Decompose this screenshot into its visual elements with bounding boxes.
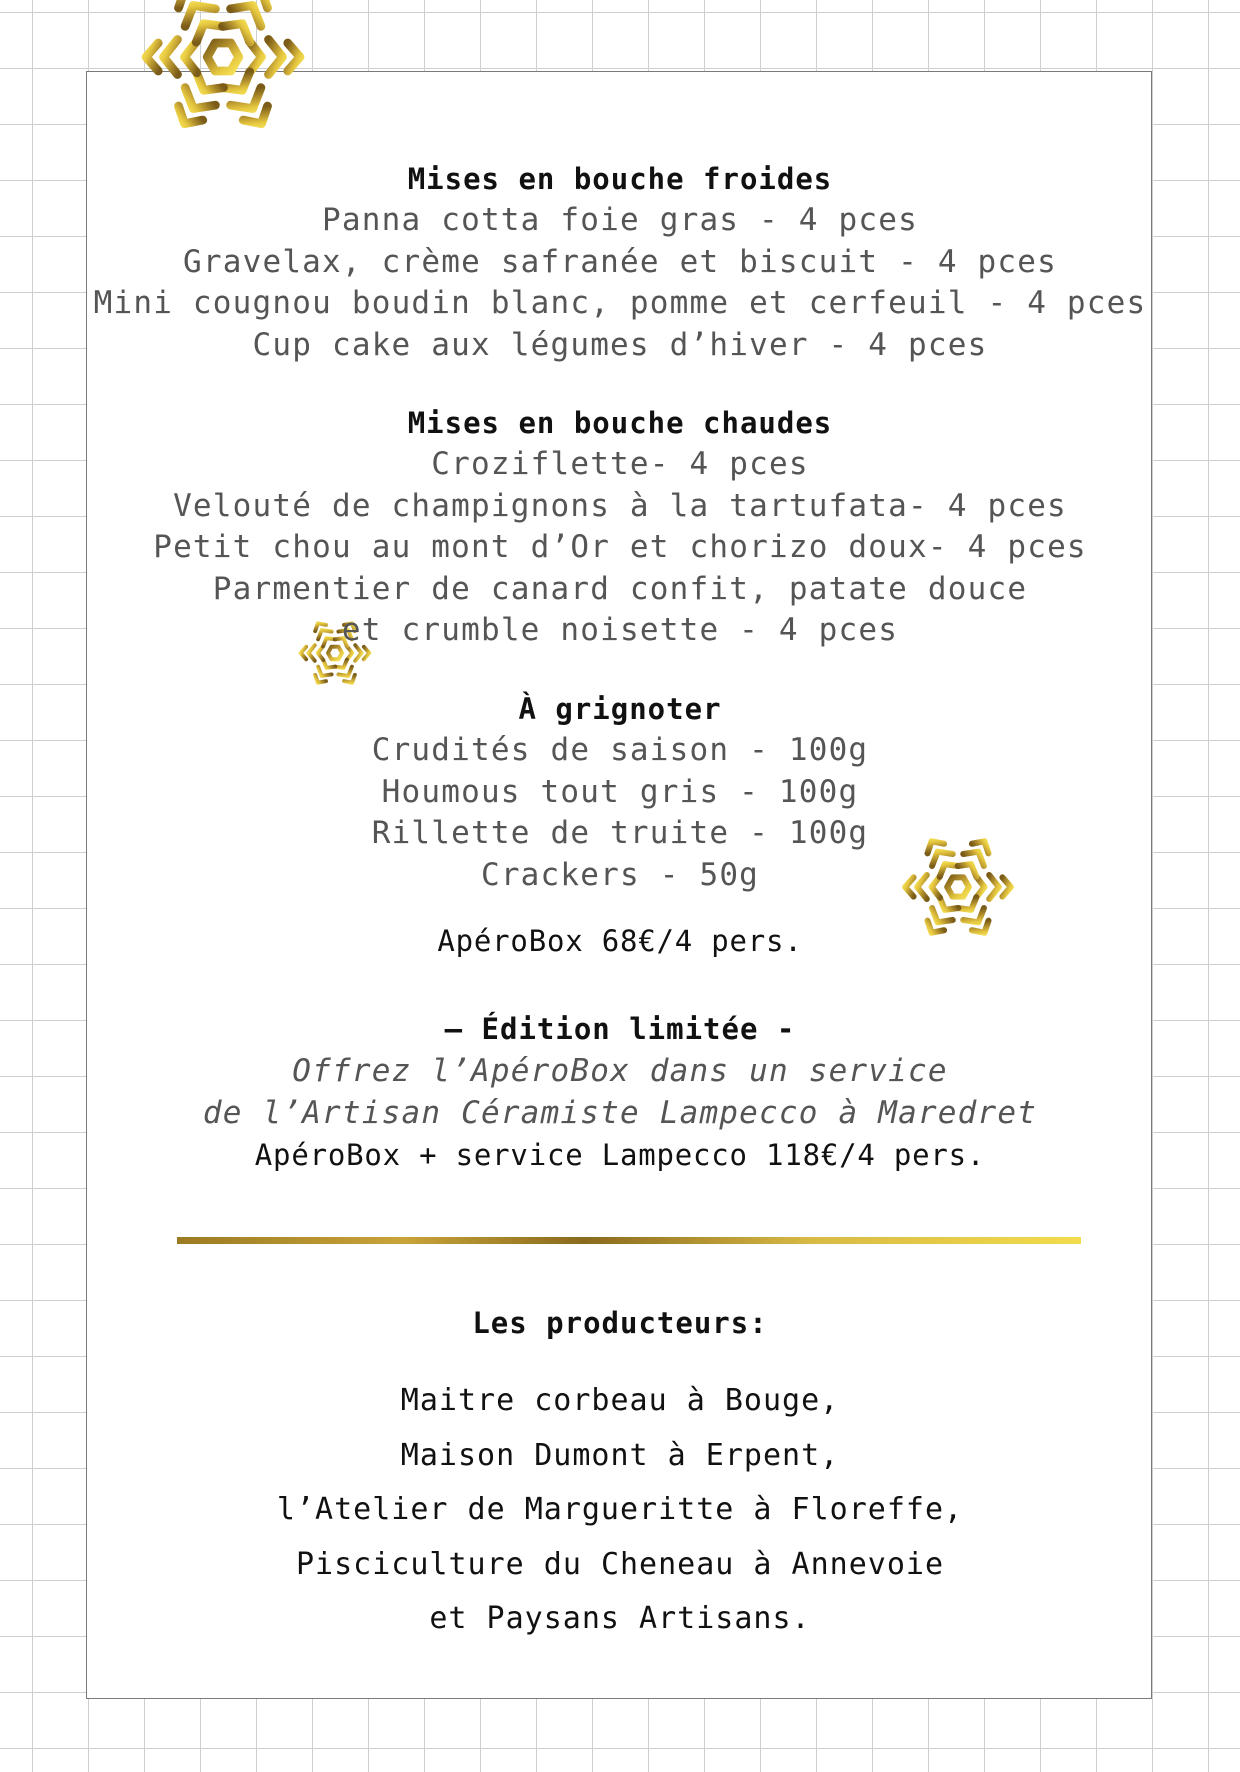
hot-appetizers-section: [0, 402, 1240, 652]
hot-appetizers-title: Mises en bouche chaudes: [407, 406, 833, 440]
menu-item: Gravelax, crème safranée et biscuit - 4 pces: [183, 243, 1057, 280]
menu-item: et crumble noisette - 4 pces: [341, 612, 899, 648]
producers-list: [0, 1374, 1240, 1647]
producer-line: et Paysans Artisans.: [429, 1601, 811, 1636]
limited-edition-line: de l’Artisan Céramiste Lampecco à Maredret: [202, 1095, 1038, 1131]
snowflake-icon: [118, 0, 328, 142]
producers-title: Les producteurs:: [472, 1306, 768, 1340]
producers-section: [0, 1302, 1240, 1344]
menu-item: Parmentier de canard confit, patate douce: [212, 570, 1028, 607]
menu-item: Petit chou au mont d’Or et chorizo doux- 4 pces: [153, 529, 1087, 565]
producer-line: Pisciculture du Cheneau à Annevoie: [295, 1546, 945, 1582]
limited-edition-price: ApéroBox + service Lampecco 118€/4 pers.: [254, 1138, 986, 1172]
cold-appetizers-title: Mises en bouche froides: [407, 162, 833, 196]
snacks-title: À grignoter: [518, 692, 722, 726]
gold-divider: [177, 1237, 1081, 1244]
menu-item: Panna cotta foie gras - 4 pces: [322, 202, 918, 238]
menu-item: Crudités de saison - 100g: [371, 732, 869, 768]
menu-item: Cup cake aux légumes d’hiver - 4 pces: [252, 326, 988, 363]
menu-item: Crackers - 50g: [480, 856, 760, 893]
limited-edition-section: [0, 1008, 1240, 1176]
producer-line: l’Atelier de Margueritte à Floreffe,: [276, 1492, 964, 1527]
menu-item: Croziflette- 4 pces: [431, 446, 809, 482]
producer-line: Maison Dumont à Erpent,: [400, 1437, 840, 1473]
menu-item: Houmous tout gris - 100g: [381, 773, 859, 810]
limited-edition-title: — Édition limitée -: [444, 1012, 796, 1046]
limited-edition-line: Offrez l’ApéroBox dans un service: [292, 1053, 948, 1089]
menu-item: Mini cougnou boudin blanc, pomme et cerfeuil - 4 pces: [93, 285, 1147, 321]
apero-price-section: [0, 920, 1240, 962]
apero-price: ApéroBox 68€/4 pers.: [437, 924, 803, 958]
cold-appetizers-section: [0, 158, 1240, 366]
producer-line: Maitre corbeau à Bouge,: [400, 1383, 840, 1418]
menu-item: Velouté de champignons à la tartufata- 4 pces: [173, 487, 1067, 524]
snacks-section: [0, 688, 1240, 896]
menu-item: Rillette de truite - 100g: [371, 815, 869, 851]
